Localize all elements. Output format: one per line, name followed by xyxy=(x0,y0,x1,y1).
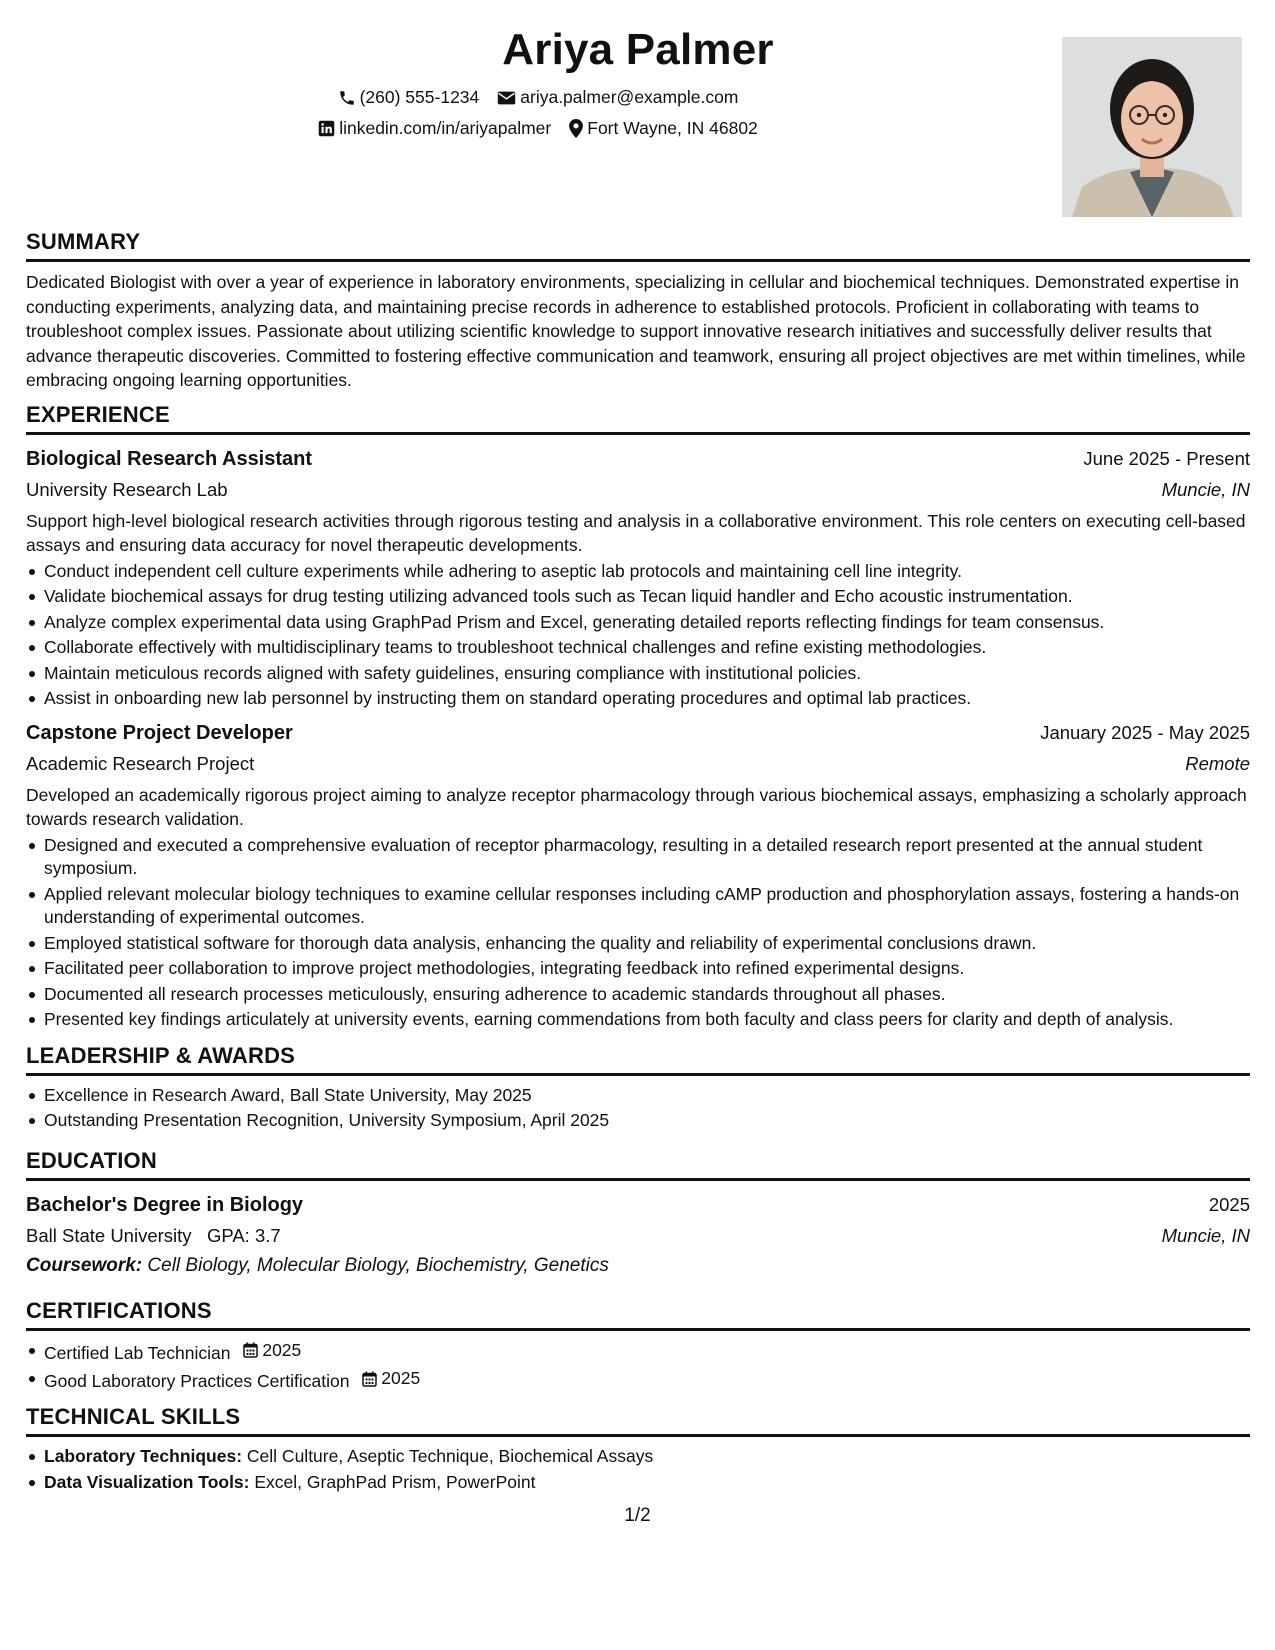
list-item: Applied relevant molecular biology techniques to examine cellular responses including cAMP production and phosphorylation assays, fostering a hands-on understanding of experimental outcomes. xyxy=(44,883,1250,930)
skill-value: Cell Culture, Aseptic Technique, Biochemical Assays xyxy=(246,1446,654,1466)
education-section xyxy=(26,1147,1250,1281)
list-item: Documented all research processes meticulously, ensuring adherence to academic standards throughout all phases. xyxy=(44,983,1250,1007)
cert-date xyxy=(243,1339,301,1363)
graduation-year: 2025 xyxy=(1208,1193,1250,1215)
job-dates: January 2025 - May 2025 xyxy=(1040,721,1250,743)
page-number: 1/2 xyxy=(624,1505,651,1526)
skill-label: Data Visualization Tools: xyxy=(44,1471,250,1492)
list-item: Analyze complex experimental data using GraphPad Prism and Excel, generating detailed reports reflecting findings for team consensus. xyxy=(44,611,1250,635)
list-item: Validate biochemical assays for drug testing utilizing advanced tools such as Tecan liquid handler and Echo acoustic instrumentation. xyxy=(44,585,1250,609)
cert-name: Good Laboratory Practices Certification xyxy=(44,1370,350,1391)
job-bullets xyxy=(26,560,1250,711)
summary-section xyxy=(26,228,1250,393)
job-entry xyxy=(26,717,1250,1032)
job-dates: June 2025 - Present xyxy=(1083,447,1250,469)
contact-email[interactable] xyxy=(497,82,738,113)
list-item xyxy=(44,1367,1250,1393)
job-title: Biological Research Assistant xyxy=(26,447,313,470)
summary-heading: SUMMARY xyxy=(26,228,1250,262)
profile-photo xyxy=(1062,37,1242,217)
job-entry xyxy=(26,443,1250,711)
awards-list xyxy=(26,1084,1250,1133)
job-location: Muncie, IN xyxy=(1161,478,1250,500)
job-organization: Academic Research Project xyxy=(26,752,255,774)
experience-section xyxy=(26,401,1250,1032)
list-item: Designed and executed a comprehensive evaluation of receptor pharmacology, resulting in a detailed research report presented at the annual student symposium. xyxy=(44,834,1250,881)
location-text: Fort Wayne, IN 46802 xyxy=(587,118,758,138)
resume-page xyxy=(26,20,1250,1496)
list-item xyxy=(44,1471,1250,1495)
list-item xyxy=(44,1339,1250,1365)
coursework-line xyxy=(26,1251,1250,1281)
cert-year: 2025 xyxy=(262,1339,302,1360)
contact-line-1 xyxy=(66,82,1010,113)
list-item: Facilitated peer collaboration to improve project methodologies, integrating feedback into refined experimental designs. xyxy=(44,957,1250,981)
phone-text: (260) 555-1234 xyxy=(359,87,480,107)
coursework-list: Cell Biology, Molecular Biology, Biochemistry, Genetics xyxy=(147,1254,609,1276)
coursework-label: Coursework: xyxy=(26,1254,143,1276)
leadership-heading: LEADERSHIP & AWARDS xyxy=(26,1042,1250,1076)
phone-icon xyxy=(338,89,356,107)
calendar-icon xyxy=(362,1371,377,1387)
list-item: Excellence in Research Award, Ball State University, May 2025 xyxy=(44,1084,1250,1108)
job-location: Remote xyxy=(1185,752,1250,774)
gpa: GPA: 3.7 xyxy=(206,1224,281,1246)
calendar-icon xyxy=(243,1342,258,1358)
certifications-list xyxy=(26,1339,1250,1394)
skills-section xyxy=(26,1403,1250,1494)
leadership-section xyxy=(26,1042,1250,1133)
job-organization: University Research Lab xyxy=(26,478,228,500)
skills-list xyxy=(26,1445,1250,1494)
job-bullets xyxy=(26,834,1250,1032)
list-item: Outstanding Presentation Recognition, University Symposium, April 2025 xyxy=(44,1109,1250,1133)
job-description: Developed an academically rigorous project aiming to analyze receptor pharmacology through various biochemical assays, emphasizing a scholarly approach towards research validation. xyxy=(26,784,1247,829)
linkedin-text: linkedin.com/in/ariyapalmer xyxy=(339,118,552,138)
summary-text: Dedicated Biologist with over a year of experience in laboratory environments, specializing in cellular and biochemical techniques. Demonstrated expertise in conducting experiments, analyzing data, and maintaining precise records in adherence to established protocols. Proficient in collaborating with teams to troubleshoot complex issues. Passionate about utilizing scientific knowledge to support innovative research initiatives and successfully deliver results that advance therapeutic discoveries. Committed to fostering effective communication and teamwork, ensuring all project objectives are met within timelines, while embracing ongoing learning opportunities. xyxy=(26,272,1246,390)
skills-heading: TECHNICAL SKILLS xyxy=(26,1403,1250,1437)
certifications-heading: CERTIFICATIONS xyxy=(26,1297,1250,1331)
cert-year: 2025 xyxy=(381,1367,421,1388)
list-item: Employed statistical software for thorough data analysis, enhancing the quality and reliability of experimental conclusions drawn. xyxy=(44,932,1250,956)
cert-name: Certified Lab Technician xyxy=(44,1342,231,1363)
contact-location xyxy=(569,113,758,144)
education-heading: EDUCATION xyxy=(26,1147,1250,1181)
map-pin-icon xyxy=(569,119,583,138)
contact-linkedin[interactable] xyxy=(318,113,551,144)
list-item xyxy=(44,1445,1250,1469)
cert-date xyxy=(362,1367,420,1391)
certifications-section xyxy=(26,1297,1250,1394)
job-title: Capstone Project Developer xyxy=(26,721,293,744)
candidate-name: Ariya Palmer xyxy=(502,25,774,74)
job-description: Support high-level biological research activities through rigorous testing and analysis in a collaborative environment. This role centers on executing cell-based assays and ensuring data accuracy for novel therapeutic developments. xyxy=(26,510,1246,555)
list-item: Presented key findings articulately at university events, earning commendations from both faculty and class peers for clarity and depth of analysis. xyxy=(44,1008,1250,1032)
list-item: Collaborate effectively with multidisciplinary teams to troubleshoot technical challenges and refine existing methodologies. xyxy=(44,636,1250,660)
experience-heading: EXPERIENCE xyxy=(26,401,1250,435)
email-text: ariya.palmer@example.com xyxy=(520,87,739,107)
linkedin-icon xyxy=(318,120,335,137)
skill-label: Laboratory Techniques: xyxy=(44,1446,243,1466)
contact-line-2 xyxy=(66,113,1010,144)
skill-value: Excel, GraphPad Prism, PowerPoint xyxy=(254,1471,536,1492)
contact-phone xyxy=(338,82,480,113)
list-item: Maintain meticulous records aligned with safety guidelines, ensuring compliance with institutional policies. xyxy=(44,662,1250,686)
envelope-icon xyxy=(497,90,516,106)
list-item: Conduct independent cell culture experiments while adhering to aseptic lab protocols and maintaining cell line integrity. xyxy=(44,560,1250,584)
school-name: Ball State University xyxy=(26,1224,192,1246)
school-line xyxy=(26,1221,281,1251)
list-item: Assist in onboarding new lab personnel by instructing them on standard operating procedures and optimal lab practices. xyxy=(44,687,1250,711)
resume-header xyxy=(26,24,1250,224)
degree-title: Bachelor's Degree in Biology xyxy=(26,1193,304,1216)
school-location: Muncie, IN xyxy=(1161,1224,1250,1246)
